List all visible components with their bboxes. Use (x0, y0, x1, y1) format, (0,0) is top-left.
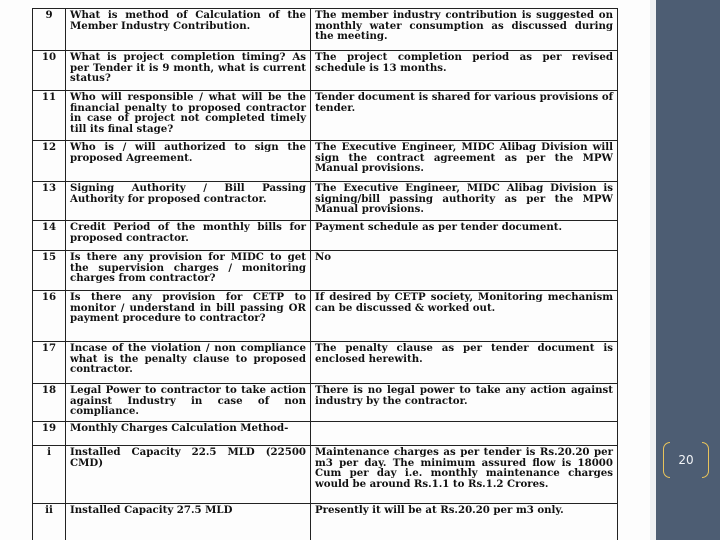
row-answer: The project completion period as per revised schedule is 13 months. (311, 51, 618, 91)
row-answer: Tender document is shared for various provisions of tender. (311, 91, 618, 141)
row-number: 11 (33, 91, 66, 141)
table-row (33, 504, 618, 540)
faq-table (32, 8, 618, 540)
row-question: Installed Capacity 27.5 MLD (66, 504, 311, 540)
table-row (33, 221, 618, 251)
table-row (33, 182, 618, 221)
row-answer: Payment schedule as per tender document. (311, 221, 618, 251)
row-question: Incase of the violation / non compliance what is the penalty clause to proposed contractor. (66, 342, 311, 384)
row-answer: No (311, 251, 618, 291)
row-number: 16 (33, 291, 66, 342)
row-number: i (33, 446, 66, 504)
row-number: 12 (33, 141, 66, 182)
row-number: 17 (33, 342, 66, 384)
row-number: 14 (33, 221, 66, 251)
table-row (33, 342, 618, 384)
row-number: 9 (33, 9, 66, 51)
table-row (33, 422, 618, 446)
row-answer: There is no legal power to take any action against industry by the contractor. (311, 384, 618, 422)
right-bracket-icon (702, 442, 709, 478)
row-answer: The member industry contribution is suggested on monthly water consumption as discussed during the meeting. (311, 9, 618, 51)
table-row (33, 291, 618, 342)
row-number: 18 (33, 384, 66, 422)
row-answer: Presently it will be at Rs.20.20 per m3 only. (311, 504, 618, 540)
row-number: 10 (33, 51, 66, 91)
slide-number-badge (660, 441, 712, 481)
row-answer: Maintenance charges as per tender is Rs.20.20 per m3 per day. The minimum assured flow is 18000 Cum per day i.e. monthly maintenance charges would be around Rs.1.1 to Rs.1.2 Crores. (311, 446, 618, 504)
slide-number: 20 (678, 453, 694, 467)
row-answer: The Executive Engineer, MIDC Alibag Division will sign the contract agreement as per the MPW Manual provisions. (311, 141, 618, 182)
row-question: Who is / will authorized to sign the proposed Agreement. (66, 141, 311, 182)
row-question: Monthly Charges Calculation Method- (66, 422, 311, 446)
row-number: ii (33, 504, 66, 540)
row-number: 15 (33, 251, 66, 291)
table-row (33, 446, 618, 504)
row-question: Is there any provision for MIDC to get the supervision charges / monitoring charges from contractor? (66, 251, 311, 291)
row-question: What is method of Calculation of the Member Industry Contribution. (66, 9, 311, 51)
row-question: Credit Period of the monthly bills for proposed contractor. (66, 221, 311, 251)
row-number: 19 (33, 422, 66, 446)
row-question: Is there any provision for CETP to monitor / understand in bill passing OR payment procedure to contractor? (66, 291, 311, 342)
row-question: Legal Power to contractor to take action against Industry in case of non compliance. (66, 384, 311, 422)
table-row (33, 9, 618, 51)
table-row (33, 384, 618, 422)
row-answer: The Executive Engineer, MIDC Alibag Division is signing/bill passing authority as per the MPW Manual provisions. (311, 182, 618, 221)
row-question: Signing Authority / Bill Passing Authority for proposed contractor. (66, 182, 311, 221)
row-question: What is project completion timing? As per Tender it is 9 month, what is current status? (66, 51, 311, 91)
row-answer: If desired by CETP society, Monitoring mechanism can be discussed & worked out. (311, 291, 618, 342)
row-question: Who will responsible / what will be the financial penalty to proposed contractor in case of project not completed timely till its final stage? (66, 91, 311, 141)
table-row (33, 91, 618, 141)
table-row (33, 51, 618, 91)
table-row (33, 251, 618, 291)
table-row (33, 141, 618, 182)
row-answer (311, 422, 618, 446)
row-question: Installed Capacity 22.5 MLD (22500 CMD) (66, 446, 311, 504)
row-number: 13 (33, 182, 66, 221)
row-answer: The penalty clause as per tender document is enclosed herewith. (311, 342, 618, 384)
